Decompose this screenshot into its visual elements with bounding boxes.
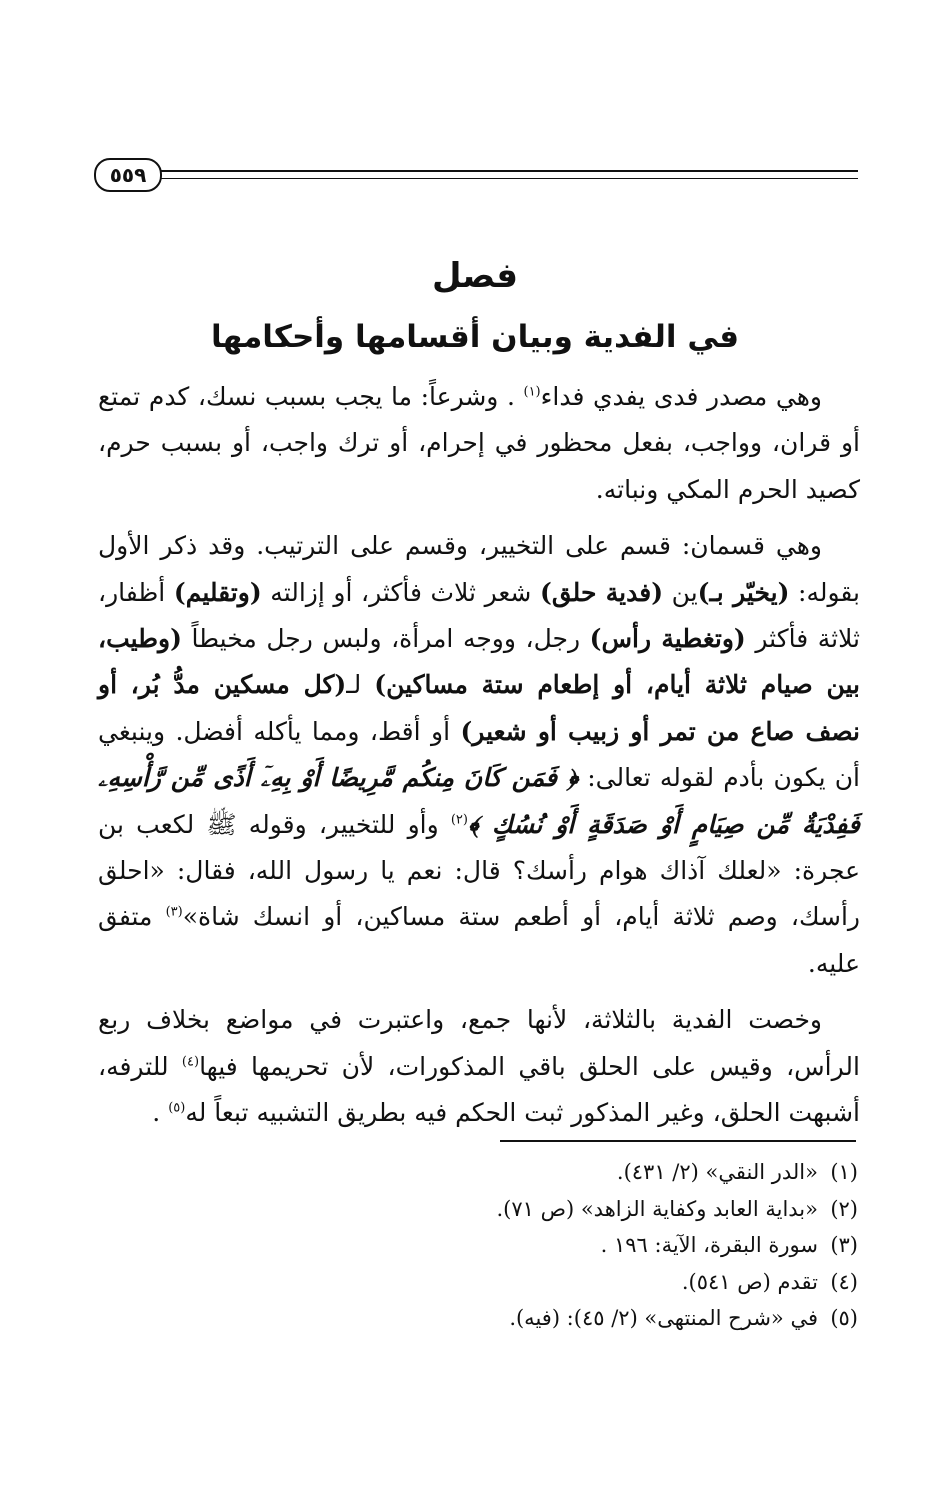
footnote: [98, 1191, 858, 1228]
text-span: وخصت الفدية بالثلاثة، لأنها جمع، واعتبرت في مواضع بخلاف ربع الرأس، وقيس على الحلق باقي المذكورات، لأن تحريمها فيها: [98, 1005, 860, 1081]
text-span: ين: [663, 577, 698, 607]
footnote-ref-2: (٢): [450, 812, 468, 828]
page-header: [94, 158, 858, 194]
footnote-ref-3: (٣): [165, 905, 183, 921]
text-span: أو أقط، ومما يأكله أفضل. وينبغي أن يكون بأدم لقوله تعالى:: [98, 716, 861, 793]
matn-span: (فدية حلق): [540, 577, 664, 607]
text-span: .: [152, 1098, 169, 1128]
footnote-text: سورة البقرة، الآية: ١٩٦ .: [600, 1233, 818, 1257]
footnote-text: «الدر النقي» (٢/ ٤٣١).: [616, 1160, 818, 1184]
footnote-separator: [500, 1140, 856, 1142]
footnote-number: (٤): [830, 1269, 858, 1294]
footnote-number: (٢): [830, 1196, 858, 1221]
text-span: للترفه، أشبهت الحلق، وغير المذكور ثبت الحكم فيه بطريق التشبيه تبعاً له: [98, 1051, 860, 1128]
text-span: . وشرعاً: ما يجب بسبب نسك، كدم تمتع أو قران، وواجب، بفعل محظور في إحرام، أو ترك واجب، أو بسبب حرم، كصيد الحرم المكي ونباته.: [98, 382, 860, 504]
footnote-text: في «شرح المنتهى» (٢/ ٤٥): (فيه).: [509, 1306, 818, 1330]
footnote-number: (٥): [830, 1306, 858, 1330]
paragraph-definition: [98, 374, 860, 513]
footnote-text: «بداية العابد وكفاية الزاهد» (ص ٧١).: [496, 1196, 818, 1221]
footnote-number: (٣): [830, 1233, 858, 1257]
paragraph-reasoning: [98, 997, 860, 1136]
footnote: [98, 1264, 858, 1301]
text-span: وهي قسمان: قسم على التخيير، وقسم على الترتيب. وقد ذكر الأول بقوله:: [98, 531, 860, 607]
text-span: لـ: [346, 670, 375, 700]
matn-span: (وطيب، بين صيام ثلاثة أيام، أو إطعام ستة مساكين): [98, 624, 860, 700]
footnotes: [98, 1154, 858, 1337]
text-span: متفق عليه.: [98, 902, 860, 978]
footnote-text: تقدم (ص ٥٤١).: [681, 1269, 818, 1294]
body-text: [98, 374, 860, 1137]
quran-verse: ﴿ فَمَن كَانَ مِنكُم مَّرِيضًا أَوْ بِهِۦٓ أَذًى مِّن رَّأْسِهِۦ فَفِدْيَةٌ مِّن صِيَامٍ أَوْ صَدَقَةٍ أَوْ نُسُكٍ ﴾: [98, 763, 860, 839]
footnote: [98, 1154, 858, 1191]
footnote: [98, 1227, 858, 1264]
paragraph-types: [98, 523, 860, 987]
footnote-ref-4: (٤): [181, 1054, 200, 1070]
matn-span: (كل مسكين مدُّ بُر، أو نصف صاع من تمر أو زبيب أو شعير): [98, 670, 860, 746]
page-number: ٥٥٩: [94, 158, 162, 192]
footnote-ref-1: (١): [523, 384, 541, 400]
text-span: شعر ثلاث فأكثر، أو إزالته: [261, 577, 540, 607]
text-span: أظفار، ثلاثة فأكثر: [98, 577, 860, 654]
footnote-number: (١): [830, 1160, 858, 1184]
text-span: وهي مصدر فدى يفدي فداء: [540, 382, 822, 411]
matn-span: (وتغطية رأس): [589, 624, 746, 654]
matn-span: (يخيّر بـ): [697, 577, 790, 607]
section-heading: فصل: [431, 256, 519, 296]
footnote-ref-5: (٥): [168, 1100, 186, 1116]
text-span: رجل، ووجه امرأة، ولبس رجل مخيطاً: [181, 624, 590, 654]
section-title: في الفدية وبيان أقسامها وأحكامها: [210, 319, 740, 355]
text-span: وأو للتخيير، وقوله ﷺ لكعب بن عجرة: «لعلك آذاك هوام رأسك؟ قال: نعم يا رسول الله، فقال: «احلق رأسك، وصم ثلاثة أيام، أو أطعم ستة مساكين، أو انسك شاة»: [98, 809, 860, 932]
header-rule: [152, 170, 858, 179]
matn-span: (وتقليم): [173, 577, 262, 607]
footnote: [98, 1300, 858, 1337]
